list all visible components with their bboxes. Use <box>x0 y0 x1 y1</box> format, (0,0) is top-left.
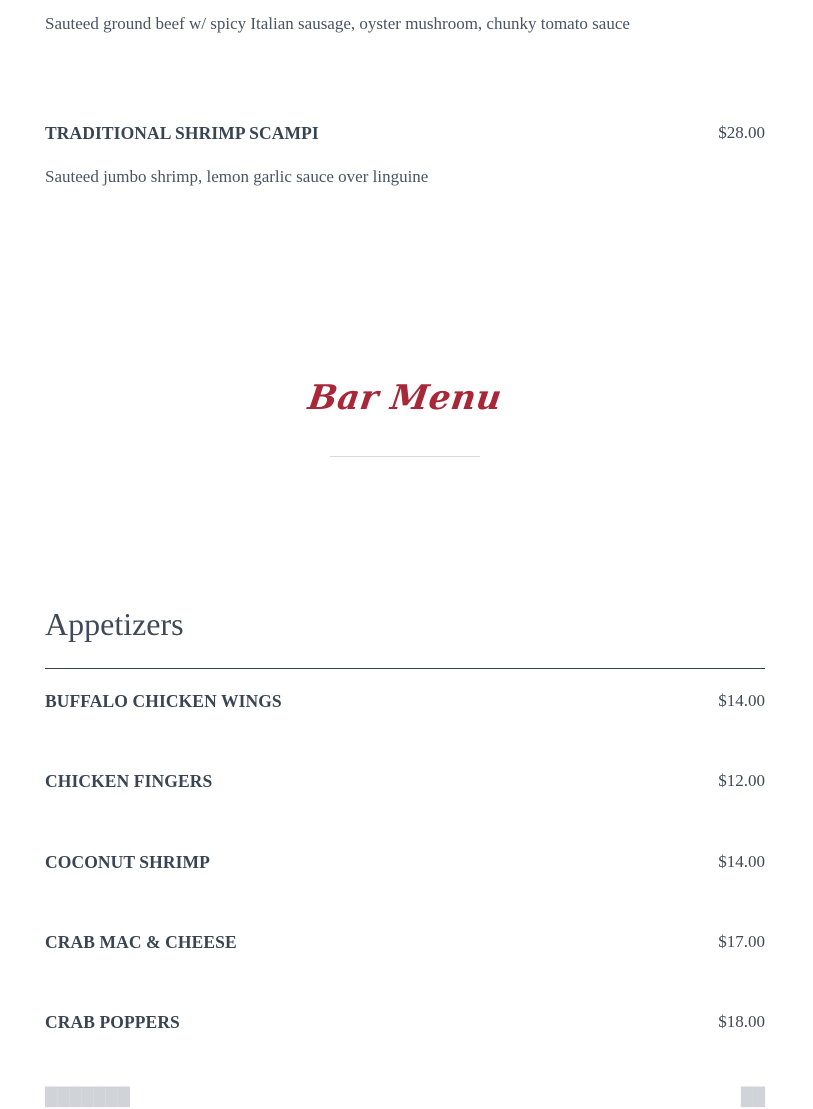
item-price: $18.00 <box>718 1012 765 1031</box>
menu-item-crab-mac-cheese <box>45 930 765 954</box>
item-price: $14.00 <box>718 852 765 871</box>
item-description: Sauteed jumbo shrimp, lemon garlic sauce over linguine <box>45 167 429 186</box>
item-name: CRAB POPPERS <box>45 1011 180 1032</box>
item-price: $28.00 <box>718 123 765 142</box>
item-description: Sauteed ground beef w/ spicy Italian sausage, oyster mushroom, chunky tomato sauce <box>45 14 630 33</box>
bar-menu-title: Bar Menu <box>305 378 505 418</box>
item-name: CHICKEN FINGERS <box>45 770 213 791</box>
item-price: $17.00 <box>718 932 765 951</box>
menu-item-next <box>45 1085 765 1109</box>
menu-item-coconut-shrimp <box>45 850 765 874</box>
section-title-appetizers: Appetizers <box>45 606 184 642</box>
menu-item-chicken-fingers <box>45 769 765 793</box>
divider <box>330 456 480 457</box>
menu-item-crab-poppers <box>45 1010 765 1034</box>
menu-item-buffalo-wings <box>45 689 765 713</box>
item-name: CRAB MAC & CHEESE <box>45 931 237 952</box>
item-name: COCONUT SHRIMP <box>45 851 210 872</box>
menu-item-shrimp-scampi <box>45 121 765 145</box>
item-price: $12.00 <box>718 771 765 790</box>
item-price: ██ <box>740 1087 765 1106</box>
item-name: ███████ <box>45 1087 131 1106</box>
item-price: $14.00 <box>718 691 765 710</box>
section-divider <box>45 668 765 669</box>
item-name: TRADITIONAL SHRIMP SCAMPI <box>45 122 319 143</box>
menu-item-partial <box>45 1085 765 1106</box>
item-name: BUFFALO CHICKEN WINGS <box>45 690 282 711</box>
